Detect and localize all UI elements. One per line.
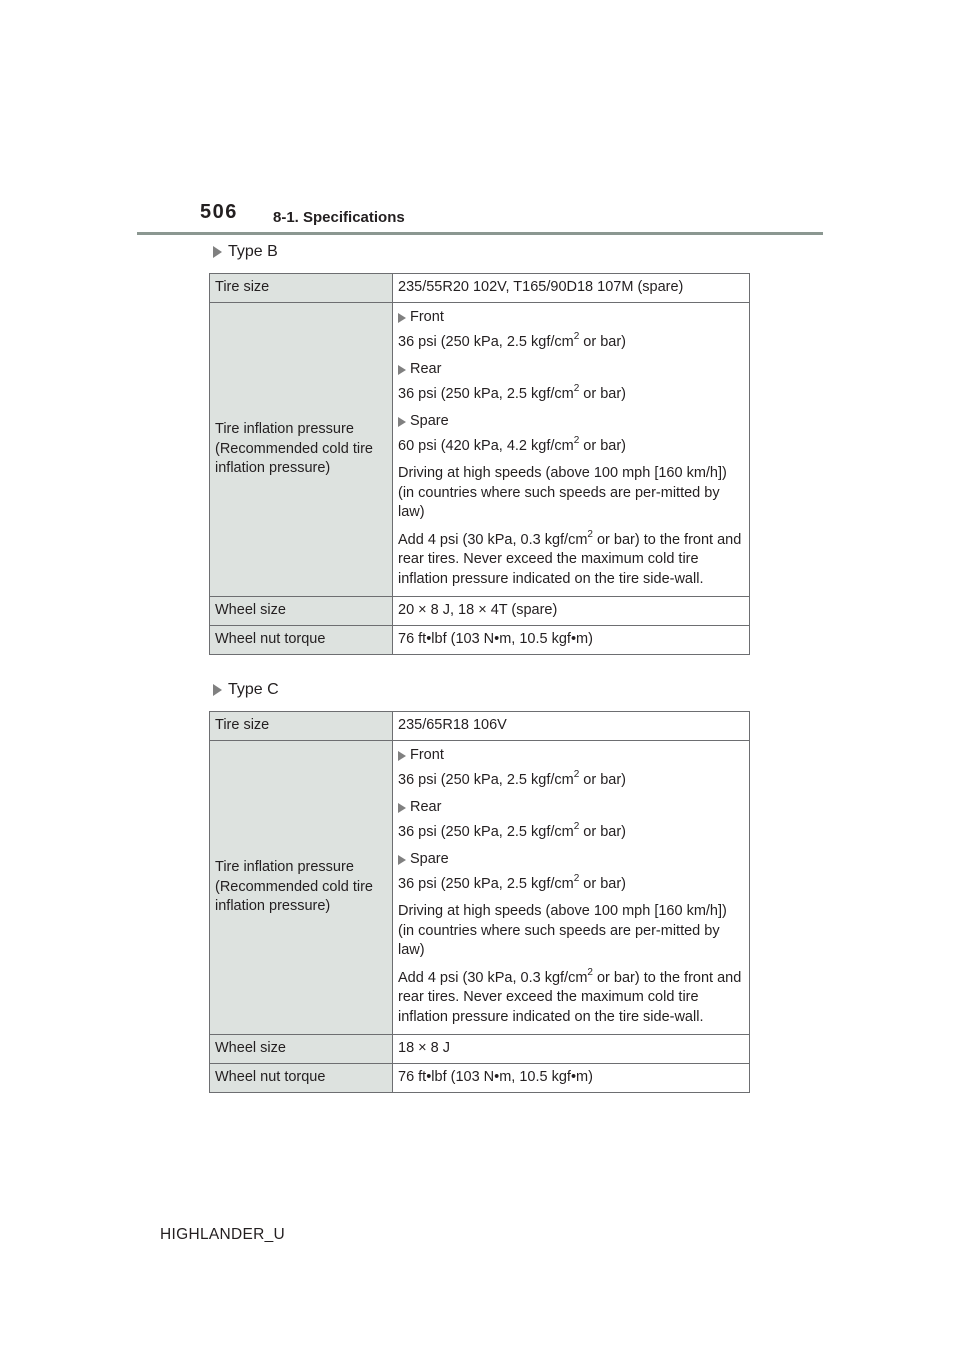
table-row <box>210 303 750 597</box>
tire-size-value: 235/65R18 106V <box>393 712 750 741</box>
wheel-nut-torque-label: Wheel nut torque <box>210 1064 393 1093</box>
type-b-spec-table <box>209 273 750 655</box>
footer-model: HIGHLANDER_U <box>160 1226 286 1243</box>
rear-pressure: 36 psi (250 kPa, 2.5 kgf/$cm^2$ or bar) <box>398 382 627 402</box>
triangle-bullet-icon <box>398 751 406 761</box>
page-number: 506 <box>200 201 238 223</box>
high-speed-note: Driving at high speeds (above 100 mph [160 km/h]) (in countries where such speeds are per-mitted by law) <box>398 903 727 958</box>
spare-pressure: 36 psi (250 kPa, 2.5 kgf/$cm^2$ or bar) <box>398 872 627 892</box>
front-subheading: Front <box>398 308 744 328</box>
tire-size-value: 235/55R20 102V, T165/90D18 107M (spare) <box>393 274 750 303</box>
header-divider <box>137 232 823 235</box>
tire-size-label: Tire size <box>210 712 393 741</box>
table-row <box>210 274 750 303</box>
type-c-heading <box>213 681 279 699</box>
triangle-bullet-icon <box>398 313 406 323</box>
tire-inflation-label: Tire inflation pressure (Recommended cold tire inflation pressure) <box>210 303 393 597</box>
rear-subheading: Rear <box>398 798 744 818</box>
add-pressure-note: Add 4 psi (30 kPa, 0.3 kgf/$cm^2$ or bar) to the front and rear tires. Never exceed the maximum cold tire inflation pressure indicated on the tire side-wall. <box>398 528 742 587</box>
type-c-spec-table <box>209 711 750 1093</box>
add-pressure-note: Add 4 psi (30 kPa, 0.3 kgf/$cm^2$ or bar) to the front and rear tires. Never exceed the maximum cold tire inflation pressure indicated on the tire side-wall. <box>398 966 742 1025</box>
triangle-bullet-icon <box>213 246 222 258</box>
front-pressure: 36 psi (250 kPa, 2.5 kgf/$cm^2$ or bar) <box>398 330 627 350</box>
spare-pressure: 60 psi (420 kPa, 4.2 kgf/$cm^2$ or bar) <box>398 434 627 454</box>
wheel-size-value: 18 × 8 J <box>393 1035 750 1064</box>
triangle-bullet-icon <box>398 855 406 865</box>
rear-pressure: 36 psi (250 kPa, 2.5 kgf/$cm^2$ or bar) <box>398 820 627 840</box>
type-c-heading-text: Type C <box>228 681 279 698</box>
wheel-nut-torque-value: 76 ft•lbf (103 N•m, 10.5 kgf•m) <box>393 626 750 655</box>
type-b-heading <box>213 243 278 261</box>
rear-subheading: Rear <box>398 360 744 380</box>
table-row <box>210 712 750 741</box>
type-b-heading-text: Type B <box>228 243 278 260</box>
front-pressure: 36 psi (250 kPa, 2.5 kgf/$cm^2$ or bar) <box>398 768 627 788</box>
wheel-size-value: 20 × 8 J, 18 × 4T (spare) <box>393 597 750 626</box>
tire-inflation-label: Tire inflation pressure (Recommended cold tire inflation pressure) <box>210 741 393 1035</box>
triangle-bullet-icon <box>213 684 222 696</box>
table-row <box>210 1035 750 1064</box>
triangle-bullet-icon <box>398 365 406 375</box>
table-row <box>210 626 750 655</box>
wheel-nut-torque-value: 76 ft•lbf (103 N•m, 10.5 kgf•m) <box>393 1064 750 1093</box>
tire-inflation-value <box>393 741 750 1035</box>
tire-inflation-value <box>393 303 750 597</box>
table-row <box>210 1064 750 1093</box>
front-subheading: Front <box>398 746 744 766</box>
spare-subheading: Spare <box>398 850 744 870</box>
page-header <box>0 0 960 240</box>
table-row <box>210 741 750 1035</box>
table-row <box>210 597 750 626</box>
spare-subheading: Spare <box>398 412 744 432</box>
wheel-size-label: Wheel size <box>210 597 393 626</box>
triangle-bullet-icon <box>398 803 406 813</box>
tire-size-label: Tire size <box>210 274 393 303</box>
wheel-nut-torque-label: Wheel nut torque <box>210 626 393 655</box>
high-speed-note: Driving at high speeds (above 100 mph [160 km/h]) (in countries where such speeds are per-mitted by law) <box>398 465 727 520</box>
triangle-bullet-icon <box>398 417 406 427</box>
wheel-size-label: Wheel size <box>210 1035 393 1064</box>
section-title: 8-1. Specifications <box>273 209 405 226</box>
